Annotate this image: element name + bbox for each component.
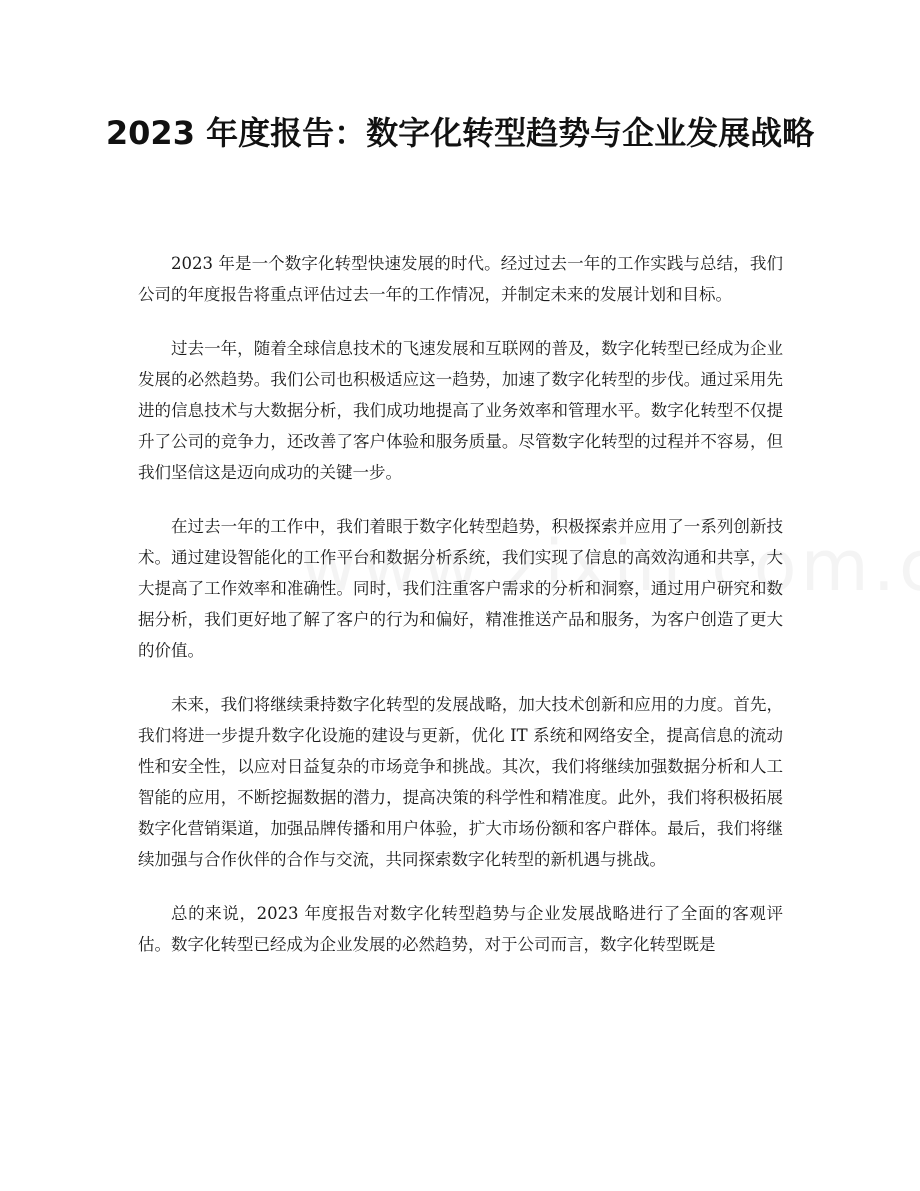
paragraph-intro: 2023 年是一个数字化转型快速发展的时代。经过过去一年的工作实践与总结，我们公司的年度报告将重点评估过去一年的工作情况，并制定未来的发展计划和目标。: [138, 254, 783, 304]
paragraph-past-year: 过去一年，随着全球信息技术的飞速发展和互联网的普及，数字化转型已经成为企业发展的必然趋势。我们公司也积极适应这一趋势，加速了数字化转型的步伐。通过采用先进的信息技术与大数据分析，我们成功地提高了业务效率和管理水平。数字化转型不仅提升了公司的竞争力，还改善了客户体验和服务质量。尽管数字化转型的过程并不容易，但我们坚信这是迈向成功的关键一步。: [138, 339, 783, 482]
paragraph-future-plan: 未来，我们将继续秉持数字化转型的发展战略，加大技术创新和应用的力度。首先，我们将进一步提升数字化设施的建设与更新，优化 IT 系统和网络安全，提高信息的流动性和安全性，以应对日益复杂的市场竞争和挑战。其次，我们将继续加强数据分析和人工智能的应用，不断挖掘数据的潜力，提高决策的科学性和精准度。此外，我们将积极拓展数字化营销渠道，加强品牌传播和用户体验，扩大市场份额和客户群体。最后，我们将继续加强与合作伙伴的合作与交流，共同探索数字化转型的新机遇与挑战。: [138, 695, 783, 869]
paragraph-work-review: 在过去一年的工作中，我们着眼于数字化转型趋势，积极探索并应用了一系列创新技术。通过建设智能化的工作平台和数据分析系统，我们实现了信息的高效沟通和共享，大大提高了工作效率和准确性。同时，我们注重客户需求的分析和洞察，通过用户研究和数据分析，我们更好地了解了客户的行为和偏好，精准推送产品和服务，为客户创造了更大的价值。: [138, 517, 783, 660]
document-body: [138, 248, 783, 983]
paragraph-summary: 总的来说，2023 年度报告对数字化转型趋势与企业发展战略进行了全面的客观评估。数字化转型已经成为企业发展的必然趋势，对于公司而言，数字化转型既是: [138, 904, 783, 954]
document-title: 2023 年度报告：数字化转型趋势与企业发展战略: [105, 114, 815, 152]
